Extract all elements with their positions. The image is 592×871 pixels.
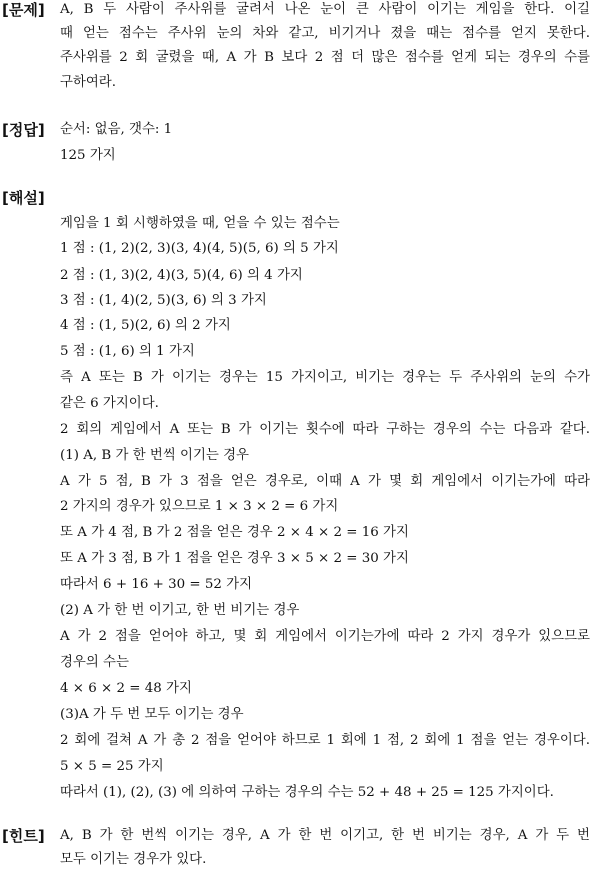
explanation-line-23: 따라서 (1), (2), (3) 에 의하여 구하는 경우의 수는 52 + 48 + 25 = 125 가지이다. bbox=[60, 785, 554, 800]
problem-line-2: 때 얻는 점수는 주사위 눈의 차와 같고, 비기거나 졌을 때는 점수를 얻지 못한다. bbox=[60, 26, 590, 41]
explanation-line-13: 또 A 가 4 점, B 가 2 점을 얻은 경우 2 × 4 × 2 = 16 가지 bbox=[60, 525, 409, 540]
explanation-line-7: 즉 A 또는 B 가 이기는 경우는 15 가지이고, 비기는 경우는 두 주사위의 눈의 수가 bbox=[60, 370, 590, 385]
explanation-line-16: (2) A 가 한 번 이기고, 한 번 비기는 경우 bbox=[60, 603, 300, 618]
explanation-line-14: 또 A 가 3 점, B 가 1 점을 얻은 경우 3 × 5 × 2 = 30 가지 bbox=[60, 551, 409, 566]
explanation-line-6: 5 점 : (1, 6) 의 1 가지 bbox=[60, 344, 195, 359]
explanation-line-5: 4 점 : (1, 5)(2, 6) 의 2 가지 bbox=[60, 318, 231, 333]
explanation-line-19: 4 × 6 × 2 = 48 가지 bbox=[60, 681, 192, 696]
hint-line-1: A, B 가 한 번씩 이기는 경우, A 가 한 번 이기고, 한 번 비기는 경우, A 가 두 번 bbox=[60, 828, 590, 843]
explanation-line-11: A 가 5 점, B 가 3 점을 얻은 경우로, 이때 A 가 몇 회 게임에서 이기는가에 따라 bbox=[60, 474, 590, 489]
answer-line-1: 순서: 없음, 갯수: 1 bbox=[60, 122, 173, 137]
problem-line-1: A, B 두 사람이 주사위를 굴려서 나온 눈이 큰 사람이 이기는 게임을 한다. 이길 bbox=[60, 2, 590, 17]
problem-line-4: 구하여라. bbox=[60, 75, 116, 90]
explanation-line-15: 따라서 6 + 16 + 30 = 52 가지 bbox=[60, 577, 253, 592]
hint-line-2: 모두 이기는 경우가 있다. bbox=[60, 852, 207, 867]
answer-line-2: 125 가지 bbox=[60, 148, 116, 163]
explanation-label: [해설] bbox=[2, 189, 45, 207]
explanation-line-22: 5 × 5 = 25 가지 bbox=[60, 759, 164, 774]
explanation-line-9: 2 회의 게임에서 A 또는 B 가 이기는 횟수에 따라 구하는 경우의 수는 다음과 같다. bbox=[60, 422, 590, 437]
explanation-line-10: (1) A, B 가 한 번씩 이기는 경우 bbox=[60, 448, 249, 463]
answer-label: [정답] bbox=[2, 121, 45, 139]
explanation-line-8: 같은 6 가지이다. bbox=[60, 396, 159, 411]
problem-line-3: 주사위를 2 회 굴렸을 때, A 가 B 보다 2 점 더 많은 점수를 얻게 되는 경우의 수를 bbox=[60, 50, 590, 65]
explanation-line-1: 게임을 1 회 시행하였을 때, 얻을 수 있는 점수는 bbox=[60, 216, 340, 231]
explanation-line-3: 2 점 : (1, 3)(2, 4)(3, 5)(4, 6) 의 4 가지 bbox=[60, 268, 303, 283]
explanation-line-21: 2 회에 걸쳐 A 가 총 2 점을 얻어야 하므로 1 회에 1 점, 2 회에 1 점을 얻는 경우이다. bbox=[60, 733, 590, 748]
explanation-line-4: 3 점 : (1, 4)(2, 5)(3, 6) 의 3 가지 bbox=[60, 293, 267, 308]
explanation-line-18: 경우의 수는 bbox=[60, 655, 129, 670]
problem-label: [문제] bbox=[2, 1, 45, 19]
explanation-line-17: A 가 2 점을 얻어야 하고, 몇 회 게임에서 이기는가에 따라 2 가지 경우가 있으므로 bbox=[60, 629, 590, 644]
explanation-line-20: (3)A 가 두 번 모두 이기는 경우 bbox=[60, 707, 244, 722]
explanation-line-2: 1 점 : (1, 2)(2, 3)(3, 4)(4, 5)(5, 6) 의 5 가지 bbox=[60, 241, 339, 256]
hint-label: [힌트] bbox=[2, 827, 45, 845]
explanation-line-12: 2 가지의 경우가 있으므로 1 × 3 × 2 = 6 가지 bbox=[60, 499, 339, 514]
